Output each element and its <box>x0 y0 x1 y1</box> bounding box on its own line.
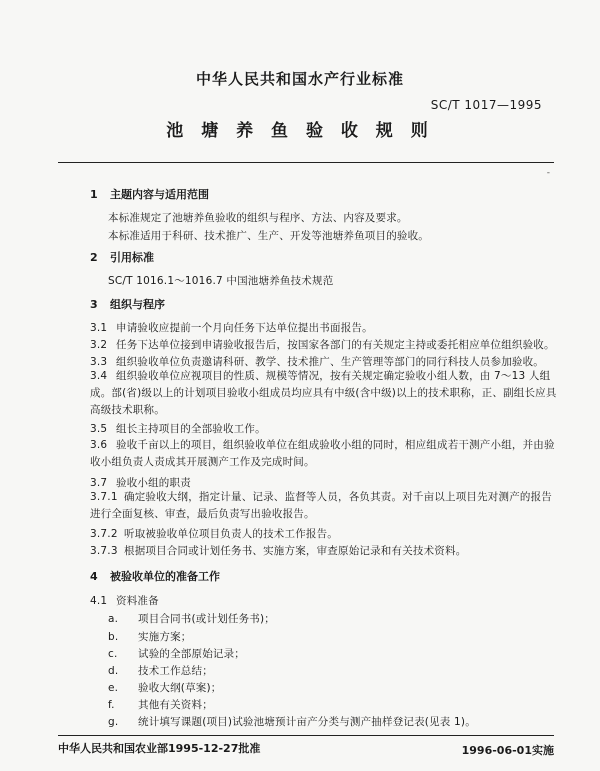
list-text: 其他有关资料； <box>138 699 213 711</box>
effective-date: 1996-06-01实施 <box>461 744 554 757</box>
clause-text: 验收小组的职责 <box>116 477 191 489</box>
list-item <box>108 611 275 626</box>
subsection-title: 资料准备 <box>116 595 159 607</box>
list-text: 统计填写课题(项目)试验池塘预计亩产分类与测产抽样登记表(见表 1)。 <box>138 716 476 728</box>
clause-text: 组织验收单位应视项目的性质、规模等情况，按有关规定确定验收小组人数，由 7～13 人组成。部(省)级以上的计划项目验收小组成员均应具有中级(含中级)以上的技术职称，正、副组长应具高级技术职称。 <box>90 370 557 416</box>
clause <box>90 320 373 335</box>
list-text: 项目合同书(或计划任务书)； <box>138 613 275 625</box>
list-text: 实施方案； <box>138 631 192 643</box>
section-title: 主题内容与适用范围 <box>110 188 209 201</box>
list-item <box>108 714 476 729</box>
list-label: d. <box>108 665 119 677</box>
clause-number: 3.6 <box>90 439 108 451</box>
header-divider <box>58 162 554 163</box>
subsection-heading <box>90 593 159 608</box>
clause <box>90 543 466 558</box>
clause-number: 3.3 <box>90 356 108 368</box>
standard-code: SC/T 1017—1995 <box>430 98 542 112</box>
list-item <box>108 629 192 644</box>
reference-standard: SC/T 1016.1～1016.7 中国池塘养鱼技术规范 <box>108 275 334 287</box>
list-text: 验收大纲(草案)； <box>138 682 222 694</box>
clause-number: 3.2 <box>90 339 108 351</box>
clause <box>90 489 560 523</box>
list-item <box>108 680 222 695</box>
clause-number: 3.5 <box>90 423 108 435</box>
clause-text: 组长主持项目的全部验收工作。 <box>116 423 266 435</box>
list-label: a. <box>108 613 119 625</box>
section-number: 3 <box>90 298 98 311</box>
footer-divider <box>58 735 554 736</box>
clause-text: 根据项目合同或计划任务书、实施方案，审查原始记录和有关技术资料。 <box>124 545 467 557</box>
paragraph: 本标准适用于科研、技术推广、生产、开发等池塘养鱼项目的验收。 <box>108 230 429 242</box>
list-item <box>108 663 213 678</box>
section-heading <box>90 568 220 584</box>
list-text: 技术工作总结； <box>138 665 213 677</box>
list-item <box>108 646 245 661</box>
list-label: g. <box>108 716 119 728</box>
clause-text: 申请验收应提前一个月向任务下达单位提出书面报告。 <box>116 322 373 334</box>
clause-number: 3.4 <box>90 370 108 382</box>
section-number: 2 <box>90 251 98 264</box>
standard-org-title: 中华人民共和国水产行业标准 <box>195 70 404 88</box>
list-label: c. <box>108 648 118 660</box>
clause-text: 听取被验收单位项目负责人的技术工作报告。 <box>124 528 338 540</box>
clause-text: 确定验收大纲，指定计量、记录、监督等人员，各负其责。对千亩以上项目先对测产的报告进行全面复核、审查，最后负责写出验收报告。 <box>90 491 552 520</box>
clause-text: 任务下达单位接到申请验收报告后，按国家各部门的有关规定主持或委托相应单位组织验收。 <box>116 339 555 351</box>
clause-number: 3.7.3 <box>90 545 118 557</box>
paragraph: 本标准规定了池塘养鱼验收的组织与程序、方法、内容及要求。 <box>108 212 408 224</box>
clause-number: 3.7.2 <box>90 528 118 540</box>
clause-text: 组织验收单位负责邀请科研、教学、技术推广、生产管理等部门的同行科技人员参加验收。 <box>116 356 544 368</box>
clause-number: 3.7.1 <box>90 491 118 503</box>
section-title: 组织与程序 <box>110 298 165 311</box>
list-item <box>108 697 213 712</box>
clause <box>90 368 560 419</box>
scan-mark: - <box>546 168 550 178</box>
section-number: 4 <box>90 570 98 583</box>
list-label: e. <box>108 682 119 694</box>
clause <box>90 437 560 471</box>
clause <box>90 475 191 490</box>
clause-number: 3.1 <box>90 322 108 334</box>
clause <box>90 354 544 369</box>
section-heading <box>90 186 209 202</box>
section-number: 1 <box>90 188 98 201</box>
clause-text: 验收千亩以上的项目，组织验收单位在组成验收小组的同时，相应组成若干测产小组，并由验收小组负责人责成其开展测产工作及完成时间。 <box>90 439 555 468</box>
list-label: f. <box>108 699 115 711</box>
section-heading <box>90 296 165 312</box>
clause <box>90 526 338 541</box>
list-text: 试验的全部原始记录； <box>138 648 245 660</box>
section-title: 被验收单位的准备工作 <box>110 570 220 583</box>
clause <box>90 337 555 352</box>
approval-info: 中华人民共和国农业部1995-12-27批准 <box>58 742 261 755</box>
clause-number: 4.1 <box>90 595 108 607</box>
section-heading <box>90 249 154 265</box>
clause-number: 3.7 <box>90 477 108 489</box>
clause <box>90 421 266 436</box>
page-title: 池 塘 养 鱼 验 收 规 则 <box>166 121 434 141</box>
list-label: b. <box>108 631 119 643</box>
section-title: 引用标准 <box>110 251 154 264</box>
